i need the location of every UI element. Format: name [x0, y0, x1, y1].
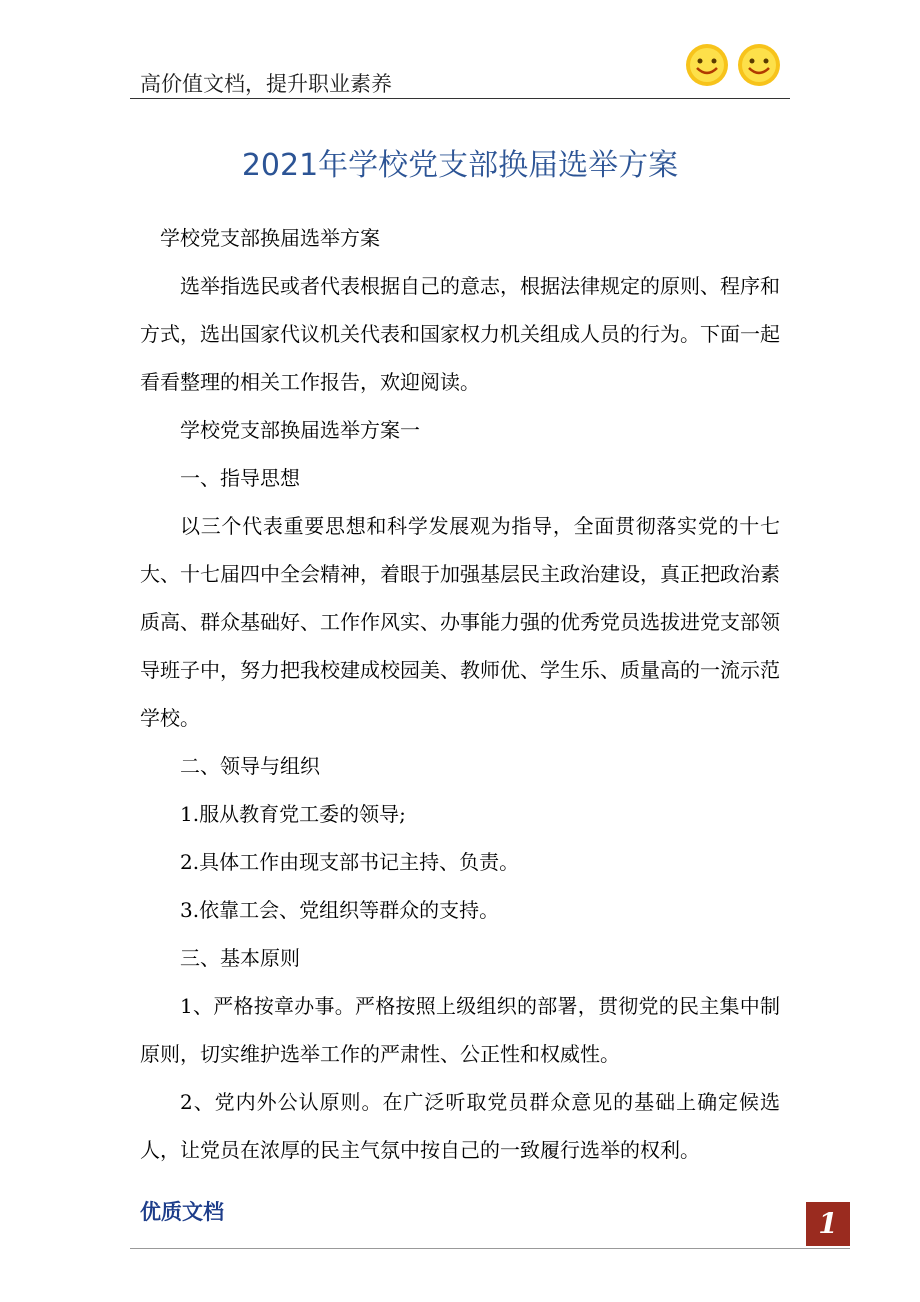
document-title: 2021年学校党支部换届选举方案: [241, 148, 679, 183]
list-item: 2.具体工作由现支部书记主持、负责。: [180, 850, 520, 874]
section-heading: 二、领导与组织: [180, 754, 320, 778]
page-number: 1: [806, 1202, 850, 1246]
paragraph: 选举指选民或者代表根据自己的意志，根据法律规定的原则、程序和方式，选出国家代议机关代表和国家权力机关组成人员的行为。下面一起看看整理的相关工作报告，欢迎阅读。: [140, 274, 780, 394]
paragraph: 2、党内外公认原则。在广泛听取党员群众意见的基础上确定候选人，让党员在浓厚的民主气氛中按自己的一致履行选举的权利。: [140, 1090, 780, 1162]
document-body: [140, 214, 780, 1174]
smiley-sun-icon: [736, 42, 782, 88]
section-heading: 一、指导思想: [180, 466, 300, 490]
header-divider: [130, 98, 790, 99]
footer-label: 优质文档: [140, 1200, 224, 1224]
paragraph: 学校党支部换届选举方案: [160, 226, 380, 250]
footer-divider: [130, 1248, 850, 1249]
smiley-sun-icon: [684, 42, 730, 88]
header-decoration: [684, 42, 784, 92]
header-tagline: 高价值文档，提升职业素养: [140, 72, 392, 96]
paragraph: 学校党支部换届选举方案一: [180, 418, 420, 442]
section-heading: 三、基本原则: [180, 946, 300, 970]
list-item: 1.服从教育党工委的领导;: [180, 802, 406, 826]
paragraph: 1、严格按章办事。严格按照上级组织的部署，贯彻党的民主集中制原则，切实维护选举工作的严肃性、公正性和权威性。: [140, 994, 780, 1066]
paragraph: 以三个代表重要思想和科学发展观为指导，全面贯彻落实党的十七大、十七届四中全会精神，着眼于加强基层民主政治建设，真正把政治素质高、群众基础好、工作作风实、办事能力强的优秀党员选拔进党支部领导班子中，努力把我校建成校园美、教师优、学生乐、质量高的一流示范学校。: [140, 514, 780, 730]
list-item: 3.依靠工会、党组织等群众的支持。: [180, 898, 500, 922]
